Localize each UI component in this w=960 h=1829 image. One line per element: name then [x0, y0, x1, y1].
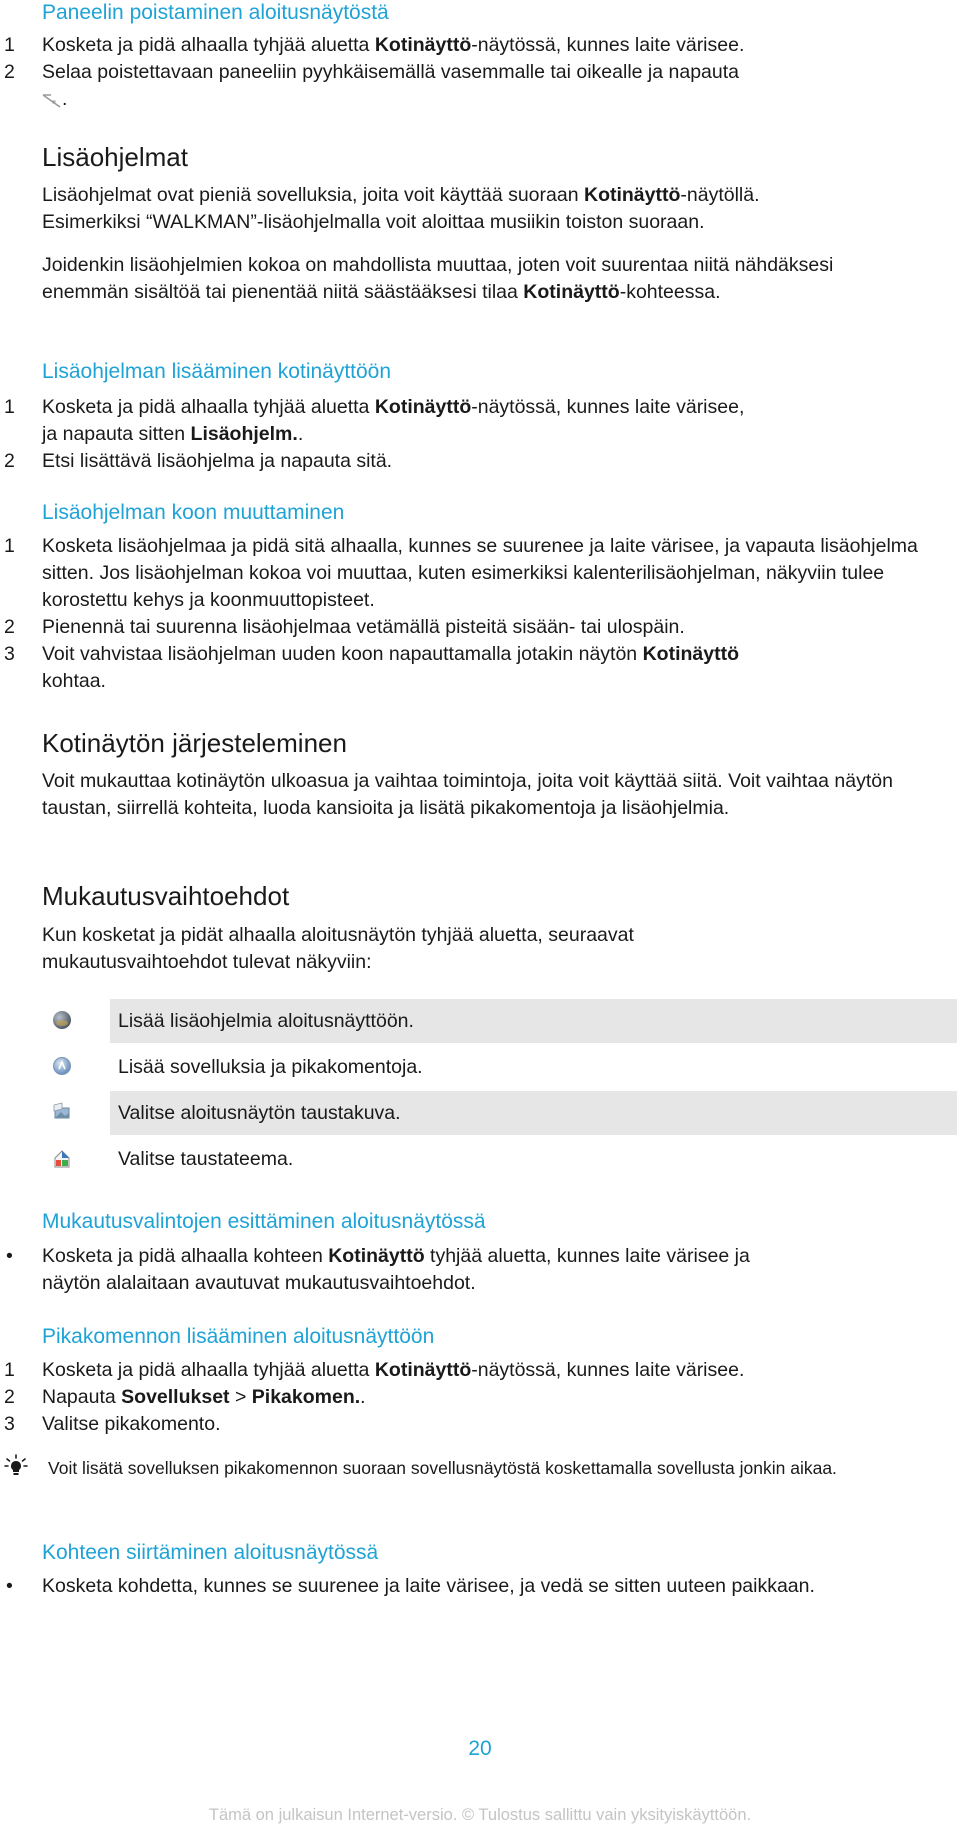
option-row	[42, 1045, 957, 1089]
wallpaper-icon	[52, 1102, 72, 1122]
option-row	[42, 1137, 957, 1181]
step-text: Kosketa ja pidä alhaalla tyhjää aluetta Kotinäyttö-näytössä, kunnes laite värisee.	[42, 34, 745, 56]
theme-icon	[52, 1148, 72, 1168]
section-heading: Lisäohjelman lisääminen kotinäyttöön	[42, 360, 392, 383]
section-heading: Kotinäytön järjesteleminen	[42, 728, 347, 758]
step-number: 2	[4, 1386, 15, 1408]
step-number: 2	[4, 616, 15, 638]
step-text: Napauta Sovellukset > Pikakomen..	[42, 1386, 366, 1408]
apps-icon	[52, 1056, 72, 1076]
step-number: 2	[4, 61, 15, 83]
section-heading: Mukautusvaihtoehdot	[42, 881, 290, 911]
step-number: 3	[4, 1413, 15, 1435]
paragraph: Joidenkin lisäohjelmien kokoa on mahdollista muuttaa, joten voit suurentaa niitä nähdäksesi enemmän sisältöä tai pienentää niitä säästääksesi tilaa Kotinäyttö-kohteessa.	[42, 254, 834, 303]
option-label: Valitse aloitusnäytön taustakuva.	[118, 1102, 401, 1124]
tip-text: Voit lisätä sovelluksen pikakomennon suoraan sovellusnäytöstä koskettamalla sovellusta jonkin aikaa.	[48, 1458, 837, 1478]
page-footer: Tämä on julkaisun Internet-versio. © Tulostus sallittu vain yksityiskäyttöön.	[208, 1806, 752, 1824]
step-text: Valitse pikakomento.	[42, 1413, 221, 1435]
section-heading: Paneelin poistaminen aloitusnäytöstä	[42, 1, 389, 24]
tip-lightbulb-icon	[4, 1454, 28, 1478]
option-label: Valitse taustateema.	[118, 1148, 294, 1170]
paragraph: Lisäohjelmat ovat pieniä sovelluksia, joita voit käyttää suoraan Kotinäyttö-näytöllä. Esimerkiksi “WALKMAN”-lisäohjelmalla voit aloittaa musiikin toiston suoraan.	[42, 184, 760, 233]
step-number: 2	[4, 450, 15, 472]
bullet: •	[6, 1575, 13, 1597]
step-number: 3	[4, 643, 15, 665]
section-heading: Lisäohjelman koon muuttaminen	[42, 501, 345, 524]
step-text: Kosketa lisäohjelmaa ja pidä sitä alhaalla, kunnes se suurenee ja laite värisee, ja vapauta lisäohjelma sitten. Jos lisäohjelman kokoa voi muuttaa, kuten esimerkiksi kalenterilisäohjelman, näkyviin tulee korostettu kehys ja koonmuuttopisteet.	[42, 535, 918, 611]
step-text: Kosketa ja pidä alhaalla tyhjää aluetta Kotinäyttö-näytössä, kunnes laite värisee.	[42, 1359, 745, 1381]
paragraph: Voit mukauttaa kotinäytön ulkoasua ja vaihtaa toimintoja, joita voit käyttää siitä. Voit vaihtaa näytön taustan, siirrellä kohteita, luoda kansioita ja lisätä pikakomentoja ja lisäohjelmia.	[42, 770, 893, 819]
step-number: 1	[4, 396, 15, 418]
list-item-text: Kosketa kohdetta, kunnes se suurenee ja laite värisee, ja vedä se sitten uuteen paikkaan.	[42, 1575, 815, 1597]
list-item-text: Kosketa ja pidä alhaalla kohteen Kotinäyttö tyhjää aluetta, kunnes laite värisee ja näytön alalaitaan avautuvat mukautusvaihtoehdot.	[42, 1245, 750, 1294]
step-text: Pienennä tai suurenna lisäohjelmaa vetämällä pisteitä sisään- tai ulospäin.	[42, 616, 685, 638]
option-label: Lisää sovelluksia ja pikakomentoja.	[118, 1056, 423, 1078]
section-heading: Kohteen siirtäminen aloitusnäytössä	[42, 1541, 379, 1564]
step-number: 1	[4, 535, 15, 557]
widgets-icon	[52, 1010, 72, 1030]
step-text: Kosketa ja pidä alhaalla tyhjää aluetta Kotinäyttö-näytössä, kunnes laite värisee, ja napauta sitten Lisäohjelm..	[42, 396, 745, 445]
option-label: Lisää lisäohjelmia aloitusnäyttöön.	[118, 1010, 414, 1032]
paragraph: Kun kosketat ja pidät alhaalla aloitusnäytön tyhjää aluetta, seuraavat mukautusvaihtoehdot tulevat näkyviin:	[42, 924, 634, 973]
step-number: 1	[4, 34, 15, 56]
section-heading: Mukautusvalintojen esittäminen aloitusnäytössä	[42, 1210, 486, 1233]
option-row	[42, 999, 957, 1043]
step-text: Etsi lisättävä lisäohjelma ja napauta sitä.	[42, 450, 393, 472]
bullet: •	[6, 1245, 13, 1267]
page-number: 20	[468, 1737, 492, 1760]
section-heading: Lisäohjelmat	[42, 142, 188, 172]
step-number: 1	[4, 1359, 15, 1381]
remove-panel-icon	[42, 90, 62, 110]
step-text: Voit vahvistaa lisäohjelman uuden koon napauttamalla jotakin näytön Kotinäyttö kohtaa.	[42, 643, 739, 692]
step-text: Selaa poistettavaan paneeliin pyyhkäisemällä vasemmalle tai oikealle ja napauta .	[42, 61, 740, 110]
section-heading: Pikakomennon lisääminen aloitusnäyttöön	[42, 1325, 435, 1348]
option-row	[42, 1091, 957, 1135]
